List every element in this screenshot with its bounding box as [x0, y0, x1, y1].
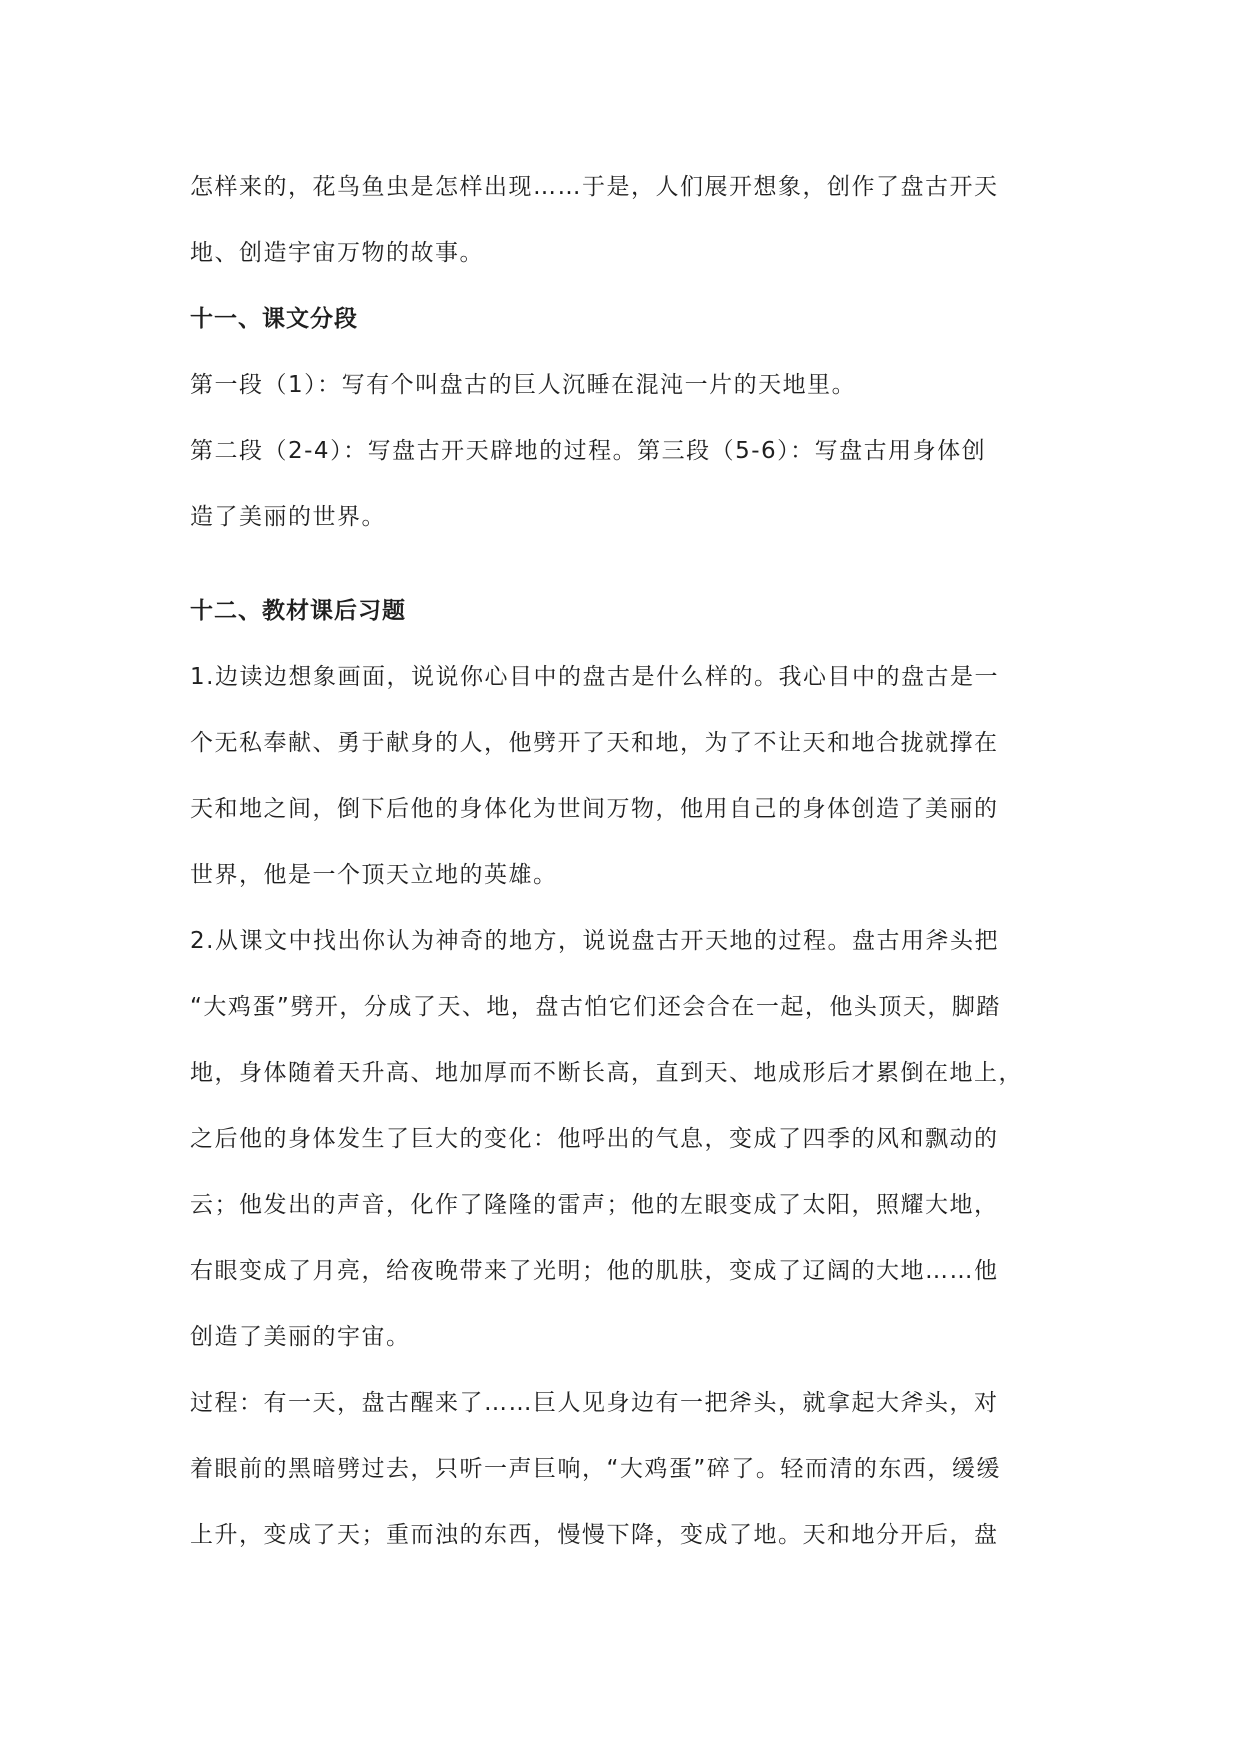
paragraph-line: 着眼前的黑暗劈过去，只听一声巨响，“大鸡蛋”碎了。轻而清的东西，缓缓: [190, 1456, 1001, 1482]
paragraph-line: 1.边读边想象画面，说说你心目中的盘古是什么样的。我心目中的盘古是一: [190, 664, 999, 690]
paragraph-line: 云；他发出的声音，化作了隆隆的雷声；他的左眼变成了太阳，照耀大地，: [190, 1192, 999, 1218]
paragraph-line: 地，身体随着天升高、地加厚而不断长高，直到天、地成形后才累倒在地上，: [190, 1060, 1023, 1086]
document-body: [190, 168, 1070, 1582]
paragraph-line: 个无私奉献、勇于献身的人，他劈开了天和地，为了不让天和地合拢就撑在: [190, 730, 999, 756]
paragraph-line: 第一段（1）：写有个叫盘古的巨人沉睡在混沌一片的天地里。: [190, 372, 857, 398]
paragraph-line: 上升，变成了天；重而浊的东西，慢慢下降，变成了地。天和地分开后，盘: [190, 1522, 999, 1548]
paragraph-line: 地、创造宇宙万物的故事。: [190, 240, 484, 266]
paragraph-line: 造了美丽的世界。: [190, 504, 386, 530]
section-spacer: [190, 564, 1070, 592]
paragraph-line: 之后他的身体发生了巨大的变化：他呼出的气息，变成了四季的风和飘动的: [190, 1126, 999, 1152]
paragraph-line: 怎样来的，花鸟鱼虫是怎样出现……于是，人们展开想象，创作了盘古开天: [190, 174, 999, 200]
paragraph-line: 天和地之间，倒下后他的身体化为世间万物，他用自己的身体创造了美丽的: [190, 796, 999, 822]
paragraph-line: 右眼变成了月亮，给夜晚带来了光明；他的肌肤，变成了辽阔的大地……他: [190, 1258, 999, 1284]
section-heading-11: 十一、课文分段: [190, 306, 358, 332]
paragraph-line: 创造了美丽的宇宙。: [190, 1324, 411, 1350]
paragraph-line: 过程：有一天，盘古醒来了……巨人见身边有一把斧头，就拿起大斧头，对: [190, 1390, 999, 1416]
paragraph-line: 世界，他是一个顶天立地的英雄。: [190, 862, 558, 888]
paragraph-line: 第二段（2-4）：写盘古开天辟地的过程。第三段（5-6）：写盘古用身体创: [190, 438, 987, 464]
section-heading-12: 十二、教材课后习题: [190, 598, 406, 624]
paragraph-line: “大鸡蛋”劈开，分成了天、地，盘古怕它们还会合在一起，他头顶天，脚踏: [190, 994, 1001, 1020]
paragraph-line: 2.从课文中找出你认为神奇的地方，说说盘古开天地的过程。盘古用斧头把: [190, 928, 999, 954]
